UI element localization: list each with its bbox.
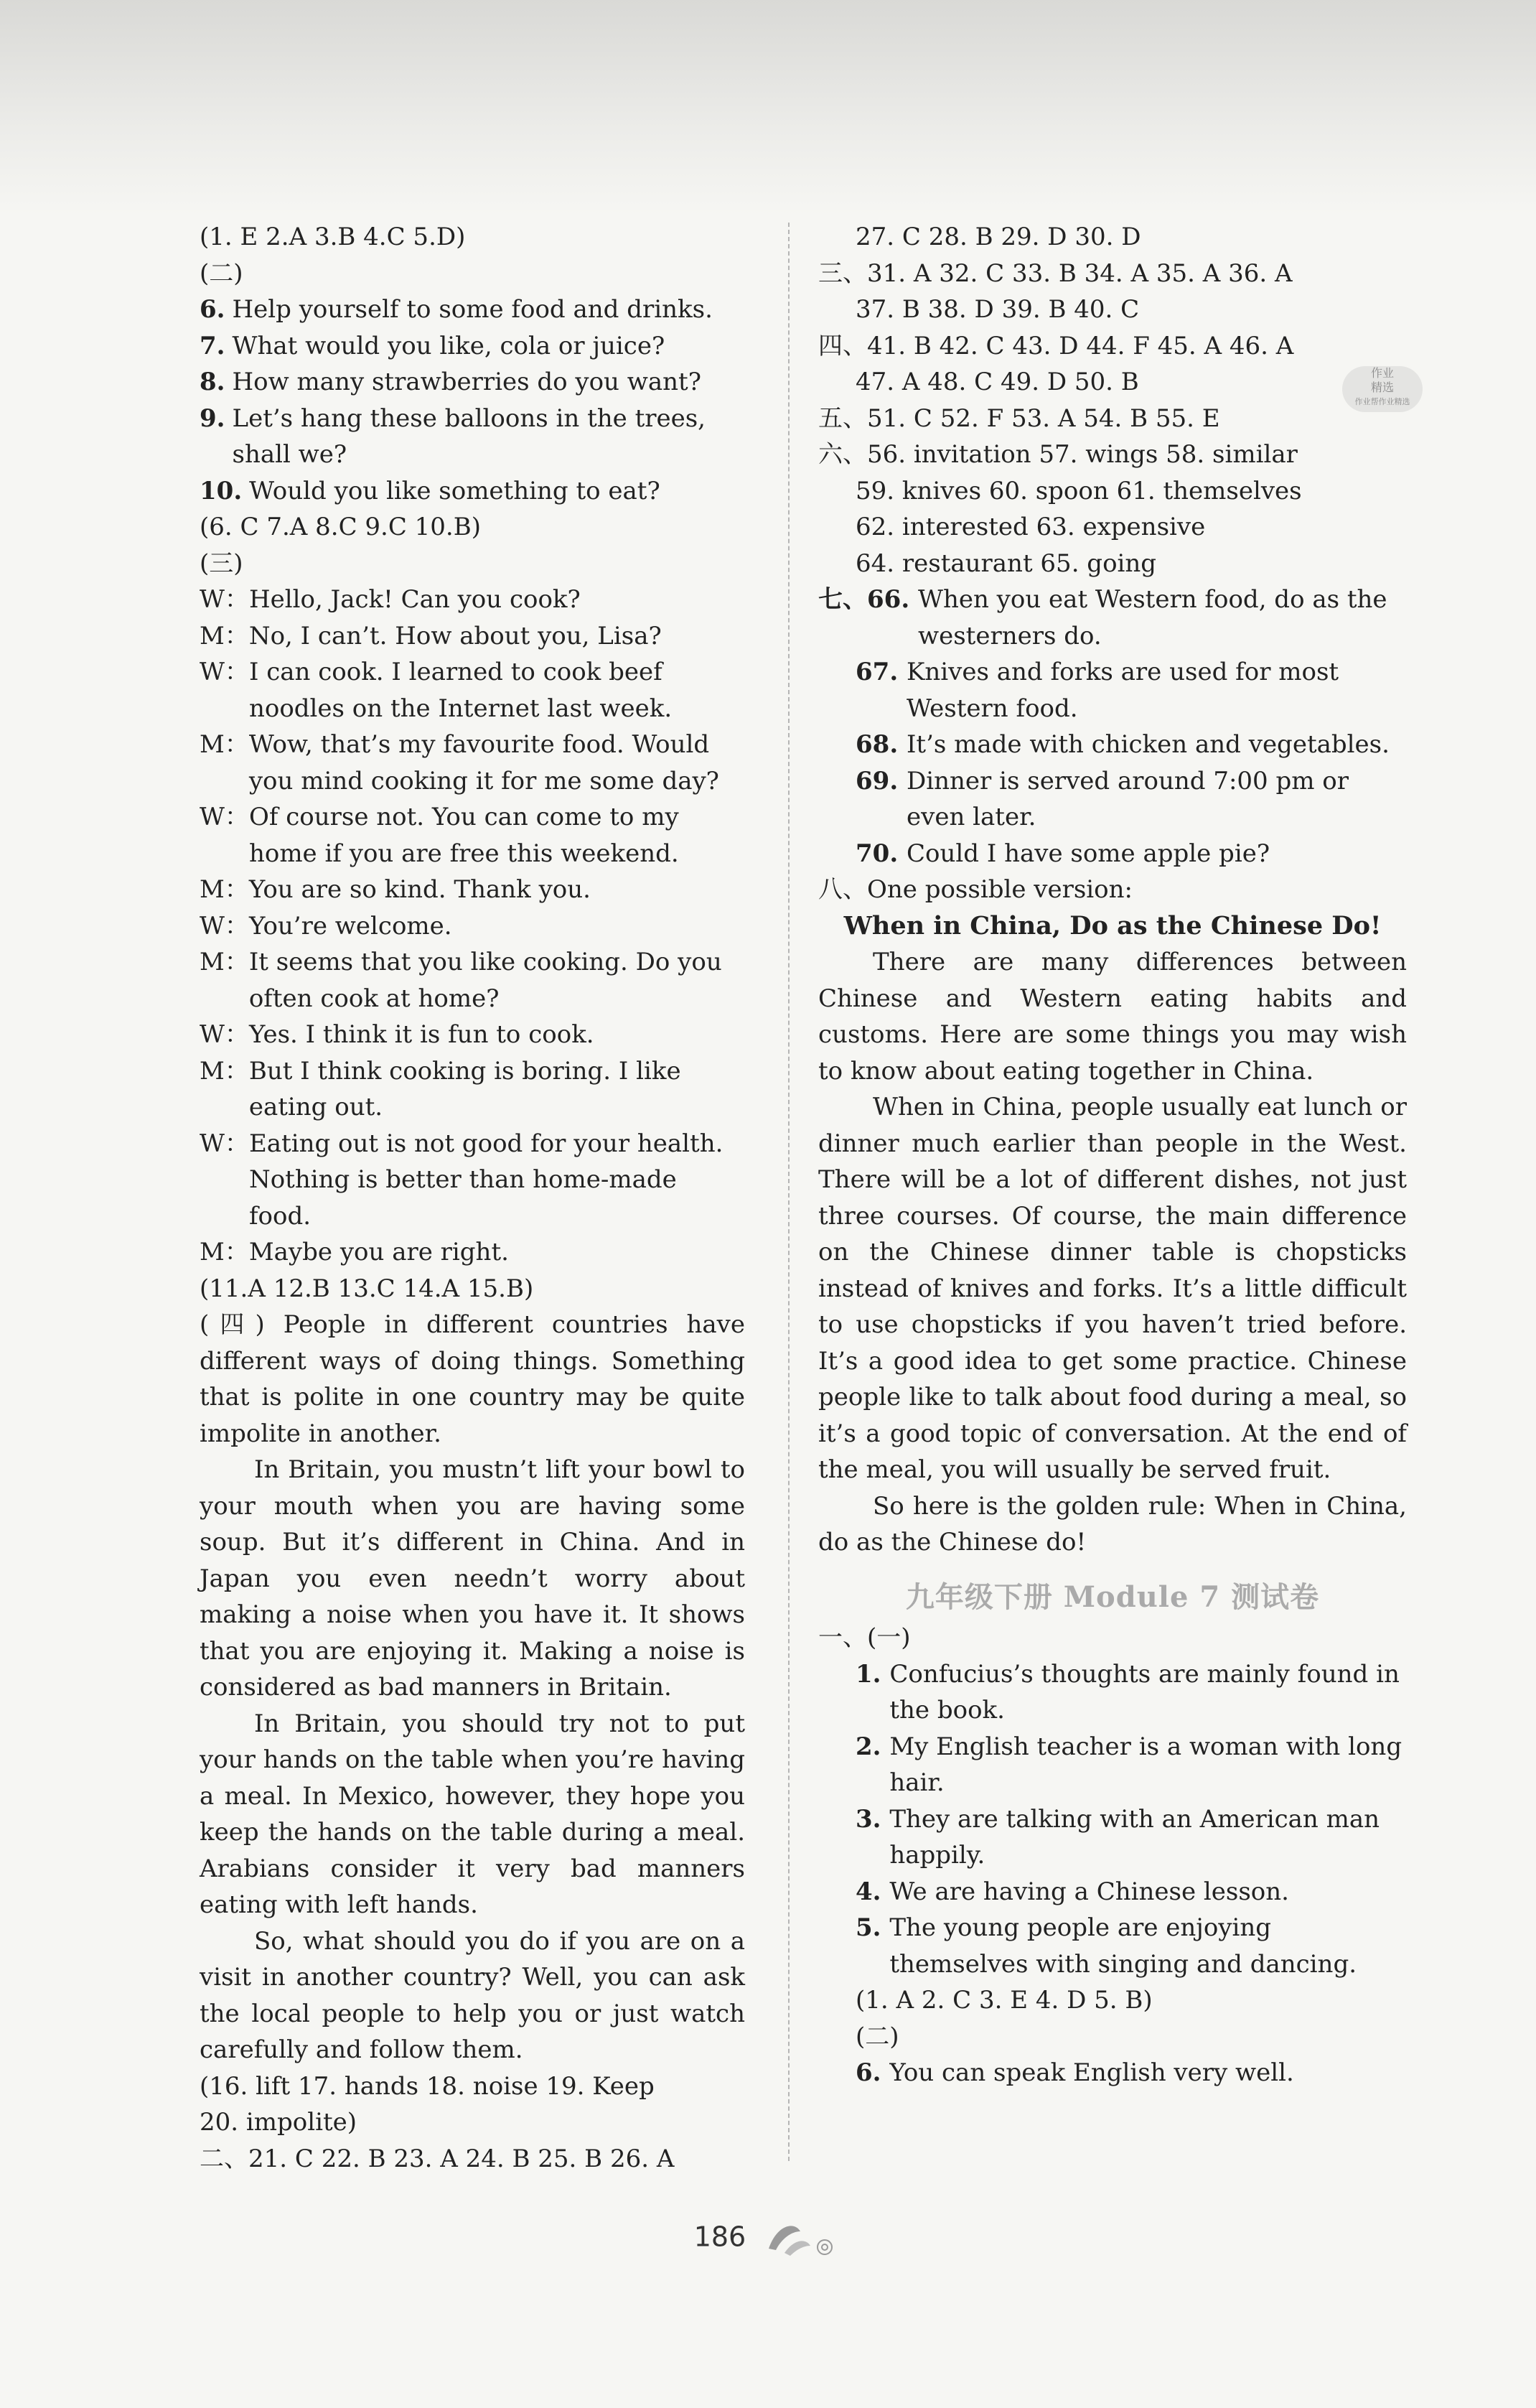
item-number: 2.: [856, 1732, 890, 1761]
dialogue-text: Maybe you are right.: [248, 1238, 509, 1266]
item-text: My English teacher is a woman with long hair.: [889, 1732, 1402, 1797]
dialogue-line: [200, 1126, 745, 1235]
answer-line: (二): [200, 258, 243, 288]
paragraph: So here is the golden rule: When in China, do as the Chinese do!: [818, 1491, 1407, 1557]
item-text: Let’s hang these balloons in the trees, shall we?: [232, 403, 706, 469]
watermark-stamp: [1342, 366, 1423, 412]
answer-line: 四、41. B 42. C 43. D 44. F 45. A 46. A: [818, 331, 1294, 360]
answer-line: 三、31. A 32. C 33. B 34. A 35. A 36. A: [818, 258, 1293, 288]
numbered-item: [200, 291, 745, 328]
item-text: Would you like something to eat?: [249, 476, 660, 505]
dialogue-text: Hello, Jack! Can you cook?: [248, 585, 581, 614]
left-column: [200, 219, 745, 2177]
item-text: When you eat Western food, do as the westerners do.: [918, 585, 1387, 650]
page-footer: [0, 2217, 1536, 2260]
item-number: 7.: [200, 331, 225, 360]
answer-item: [818, 582, 1407, 654]
answer-line: (11.A 12.B 13.C 14.A 15.B): [200, 1274, 534, 1303]
answer-item: [818, 1874, 1407, 1910]
page-number: 186: [693, 2221, 746, 2253]
stamp-line-2: 精选: [1370, 381, 1394, 394]
item-number: 70.: [856, 839, 907, 868]
speaker-label: W：: [200, 1129, 249, 1158]
item-text: You can speak English very well.: [889, 2058, 1294, 2087]
dialogue-line: [200, 799, 745, 872]
dialogue-line: [200, 1053, 745, 1126]
answer-line: 二、21. C 22. B 23. A 24. B 25. B 26. A: [200, 2144, 675, 2173]
answer-line: 62. interested 63. expensive: [856, 513, 1206, 541]
column-divider: [788, 223, 790, 2161]
answer-line: 五、51. C 52. F 53. A 54. B 55. E: [818, 403, 1220, 433]
paragraph: (四) People in different countries have different ways of doing things. Something that is polite in one country may be quite impolite in another.: [200, 1310, 745, 1448]
dialogue-line: [200, 582, 745, 618]
dialogue-text: I can cook. I learned to cook beef noodles on the Internet last week.: [248, 658, 673, 723]
answer-item: [818, 1910, 1407, 1982]
numbered-item: [200, 364, 745, 401]
dialogue-line: [200, 1234, 745, 1271]
dialogue-text: It seems that you like cooking. Do you often cook at home?: [248, 948, 722, 1013]
item-text: They are talking with an American man happily.: [889, 1804, 1380, 1870]
speaker-label: M：: [200, 730, 249, 759]
answer-line: 一、(一): [818, 1623, 911, 1652]
answer-item: [818, 1801, 1407, 1874]
item-number: 9.: [200, 403, 225, 433]
answer-line: 64. restaurant 65. going: [856, 549, 1157, 578]
answer-line: 47. A 48. C 49. D 50. B: [856, 368, 1139, 396]
speaker-label: M：: [200, 948, 249, 976]
essay-title: When in China, Do as the Chinese Do!: [843, 910, 1382, 941]
item-number: 68.: [856, 730, 907, 759]
paragraph: There are many differences between Chinese and Western eating habits and customs. Here are some things you may wish to know about eating together in China.: [818, 948, 1407, 1086]
dialogue-text: You are so kind. Thank you.: [248, 875, 591, 904]
item-number: 8.: [200, 368, 225, 396]
answer-line: (1. E 2.A 3.B 4.C 5.D): [200, 223, 466, 251]
speaker-label: W：: [200, 585, 249, 614]
numbered-item: [200, 473, 745, 510]
dialogue-line: [200, 944, 745, 1017]
item-number: 1.: [856, 1659, 890, 1689]
leaf-ornament-icon: [763, 2217, 842, 2260]
dialogue-text: Wow, that’s my favourite food. Would you mind cooking it for me some day?: [248, 730, 719, 795]
paragraph: When in China, people usually eat lunch or dinner much earlier than people in the West. There will be a lot of different dishes, not just three courses. Of course, the main difference on the Chinese dinner table is chopsticks instead of knives and forks. It’s a little difficult to use chopsticks if you haven’t tried before. It’s a good idea to get some practice. Chinese people like to talk about food during a meal, so it’s a good topic of conversation. At the end of the meal, you will usually be served fruit.: [818, 1093, 1407, 1484]
answer-line: (三): [200, 549, 243, 578]
answer-item: [818, 654, 1407, 727]
answer-line: (6. C 7.A 8.C 9.C 10.B): [200, 513, 481, 541]
dialogue-line: [200, 908, 745, 945]
answer-line: 59. knives 60. spoon 61. themselves: [856, 476, 1302, 505]
speaker-label: W：: [200, 911, 249, 941]
dialogue-text: Eating out is not good for your health. Nothing is better than home-made food.: [248, 1129, 723, 1231]
dialogue-text: But I think cooking is boring. I like eating out.: [248, 1056, 681, 1121]
paragraph: So, what should you do if you are on a visit in another country? Well, you can ask the local people to help you or just watch carefully and follow them.: [200, 1926, 745, 2064]
answer-line: 六、56. invitation 57. wings 58. similar: [818, 440, 1298, 469]
answer-line: 20. impolite): [200, 2108, 357, 2137]
speaker-label: W：: [200, 658, 249, 686]
stamp-line-3: 作业帮作业精选: [1354, 397, 1410, 406]
answer-line: (16. lift 17. hands 18. noise 19. Keep: [200, 2071, 655, 2101]
speaker-label: W：: [200, 803, 249, 831]
answer-line: 27. C 28. B 29. D 30. D: [856, 223, 1141, 251]
speaker-label: M：: [200, 1056, 249, 1086]
item-text: Could I have some apple pie?: [907, 839, 1270, 868]
dialogue-text: Of course not. You can come to my home if you are free this weekend.: [248, 803, 679, 868]
item-text: Confucius’s thoughts are mainly found in the book.: [889, 1659, 1400, 1725]
answer-line: (1. A 2. C 3. E 4. D 5. B): [856, 1986, 1153, 2015]
dialogue-line: [200, 654, 745, 727]
answer-item: [818, 1656, 1407, 1729]
item-text: Dinner is served around 7:00 pm or even later.: [907, 766, 1349, 831]
paragraph: In Britain, you should try not to put your hands on the table when you’re having a meal. In Mexico, however, they hope you keep the hands on the table during a meal. Arabians consider it very bad manners eating with left hands.: [200, 1709, 745, 1919]
item-text: What would you like, cola or juice?: [232, 331, 665, 360]
item-text: We are having a Chinese lesson.: [889, 1877, 1289, 1906]
answer-line: (二): [856, 2022, 899, 2051]
numbered-item: [200, 401, 745, 473]
page-header-shade: [0, 0, 1536, 215]
item-number: 3.: [856, 1804, 890, 1834]
item-text: Help yourself to some food and drinks.: [232, 295, 713, 324]
item-number: 4.: [856, 1877, 890, 1906]
numbered-item: [200, 328, 745, 365]
item-text: How many strawberries do you want?: [232, 368, 701, 396]
speaker-label: W：: [200, 1020, 249, 1049]
paragraph: In Britain, you mustn’t lift your bowl to your mouth when you are having some soup. But it’s different in China. And in Japan you even needn’t worry about making a noise when you have it. It shows that you are enjoying it. Making a noise is considered as bad manners in Britain.: [200, 1455, 745, 1702]
item-number: 10.: [200, 476, 243, 505]
item-number: 七、66.: [818, 585, 918, 614]
item-text: Knives and forks are used for most Western food.: [907, 658, 1339, 723]
dialogue-text: No, I can’t. How about you, Lisa?: [248, 621, 662, 650]
dialogue-text: Yes. I think it is fun to cook.: [248, 1020, 594, 1049]
dialogue-line: [200, 727, 745, 799]
item-number: 5.: [856, 1913, 890, 1942]
speaker-label: M：: [200, 1238, 249, 1266]
stamp-line-1: 作业: [1370, 366, 1394, 380]
speaker-label: M：: [200, 621, 249, 650]
item-number: 6.: [856, 2058, 890, 2087]
speaker-label: M：: [200, 875, 249, 904]
answer-line: 37. B 38. D 39. B 40. C: [856, 295, 1140, 324]
right-column: [818, 219, 1407, 2091]
answer-item: [818, 763, 1407, 836]
item-number: 6.: [200, 295, 225, 324]
answer-item: [818, 836, 1407, 872]
dialogue-line: [200, 618, 745, 655]
dialogue-line: [200, 1017, 745, 1053]
section-heading: 九年级下册 Module 7 测试卷: [905, 1579, 1320, 1614]
answer-line: 八、One possible version:: [818, 875, 1133, 904]
dialogue-text: You’re welcome.: [248, 911, 452, 941]
item-number: 67.: [856, 658, 907, 686]
item-text: It’s made with chicken and vegetables.: [907, 730, 1390, 759]
answer-item: [818, 727, 1407, 763]
dialogue-line: [200, 872, 745, 908]
answer-item: [818, 2055, 1407, 2091]
item-text: The young people are enjoying themselves with singing and dancing.: [889, 1913, 1357, 1979]
item-number: 69.: [856, 766, 907, 795]
answer-item: [818, 1729, 1407, 1801]
